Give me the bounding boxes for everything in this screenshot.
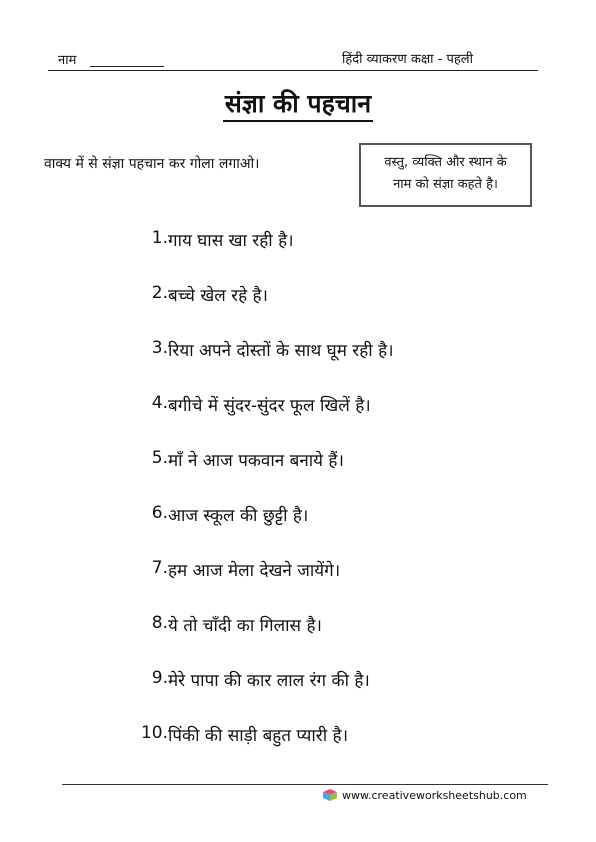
question-number: 4. [151,393,168,413]
question-text: पिंकी की साड़ी बहुत प्यारी है। [168,726,349,746]
question-number: 9. [151,668,168,688]
subject-class-label: हिंदी व्याकरण कक्षा - पहली [342,52,473,67]
question-item[interactable] [140,723,394,778]
question-number: 1. [151,228,168,248]
question-text: मेरे पापा की कार लाल रंग की है। [168,671,370,691]
question-text: रिया अपने दोस्तों के साथ घूम रही है। [168,341,394,361]
instruction-text: वाक्य में से संज्ञा पहचान कर गोला लगाओ। [44,156,260,172]
footer [322,788,527,802]
question-item[interactable] [140,448,394,503]
question-item[interactable] [140,283,394,338]
question-number: 8. [151,613,168,633]
page-title-text: संज्ञा की पहचान [223,89,373,122]
page-title [0,86,596,120]
header-rule [48,70,538,71]
question-item[interactable] [140,503,394,558]
question-text: बच्चे खेल रहे है। [168,286,269,306]
question-item[interactable] [140,558,394,613]
question-item[interactable] [140,613,394,668]
question-number: 7. [151,558,168,578]
question-number: 6. [151,503,168,523]
question-text: गाय घास खा रही है। [168,231,294,251]
question-text: आज स्कूल की छुट्टी है। [168,506,309,526]
question-list [140,228,394,778]
question-number: 10. [140,723,168,743]
question-number: 2. [151,283,168,303]
question-number: 3. [151,338,168,358]
question-item[interactable] [140,228,394,283]
name-blank-line[interactable] [90,66,164,67]
colorful-cube-logo-icon [322,788,338,802]
name-label: नाम [58,53,77,68]
question-item[interactable] [140,338,394,393]
question-number: 5. [151,448,168,468]
definition-box [359,143,532,207]
definition-line-2: नाम को संज्ञा कहते है। [393,177,498,192]
question-item[interactable] [140,668,394,723]
question-text: हम आज मेला देखने जायेंगे। [168,561,341,581]
question-text: ये तो चाँदी का गिलास है। [168,616,322,636]
question-item[interactable] [140,393,394,448]
question-text: माँ ने आज पकवान बनाये हैं। [168,451,344,471]
footer-rule [62,784,548,785]
footer-url-link[interactable]: www.creativeworksheetshub.com [342,788,527,802]
question-text: बगीचे में सुंदर-सुंदर फूल खिलें है। [168,396,371,416]
definition-line-1: वस्तु, व्यक्ति और स्थान के [384,155,507,170]
